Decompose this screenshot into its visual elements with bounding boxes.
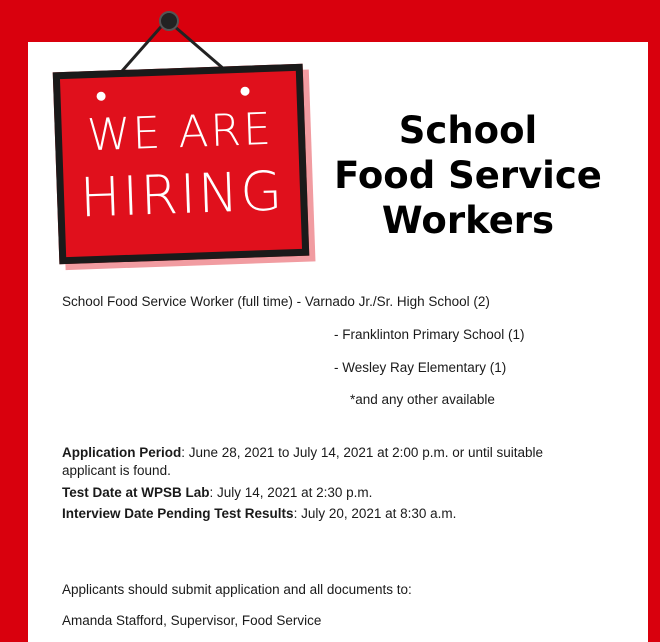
test-date	[62, 485, 372, 500]
application-label: Application Period	[62, 445, 182, 460]
test-label: Test Date at WPSB Lab	[62, 485, 210, 500]
application-period	[62, 445, 543, 460]
pin-icon	[159, 11, 179, 31]
test-value: : July 14, 2021 at 2:30 p.m.	[209, 485, 373, 500]
interview-value: : July 20, 2021 at 8:30 a.m.	[293, 506, 457, 521]
position-row-1: School Food Service Worker (full time) - Varnado Jr./Sr. High School (2)	[62, 294, 490, 309]
interview-label: Interview Date Pending Test Results	[62, 506, 294, 521]
headline	[318, 108, 618, 243]
position-row-4: *and any other available	[350, 392, 495, 407]
hiring-sign	[53, 64, 310, 265]
sign-line-2: HIRING	[78, 159, 286, 230]
sign-line-1: WE ARE	[86, 103, 274, 162]
headline-line-2: Food Service	[334, 154, 602, 197]
sign-hole-right	[240, 87, 249, 96]
contact-name: Amanda Stafford, Supervisor, Food Service	[62, 613, 322, 628]
position-row-3: - Wesley Ray Elementary (1)	[334, 360, 507, 375]
application-continued: applicant is found.	[62, 463, 171, 478]
headline-line-1: School	[398, 109, 538, 152]
sign-hole-left	[96, 92, 105, 101]
position-row-2: - Franklinton Primary School (1)	[334, 327, 525, 342]
application-value: : June 28, 2021 to July 14, 2021 at 2:00 p.m. or until suitable	[181, 445, 544, 460]
headline-line-3: Workers	[381, 199, 555, 242]
submit-instruction: Applicants should submit application and all documents to:	[62, 582, 412, 597]
interview-date	[62, 506, 456, 521]
